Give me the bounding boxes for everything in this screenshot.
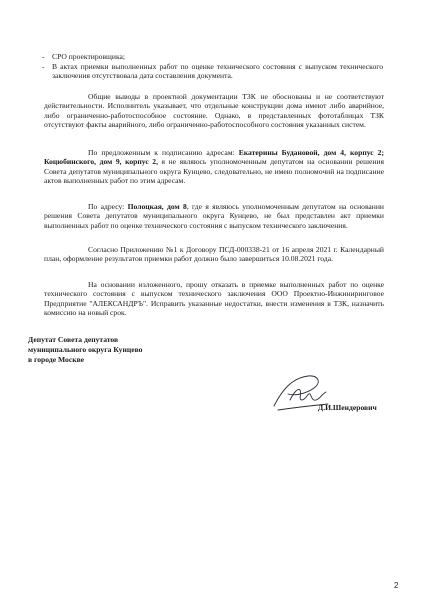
bullet-marker: - — [42, 52, 45, 61]
signer-title-line-3: в городе Москве — [28, 355, 85, 364]
signer-name: Д.И.Шендерович — [318, 403, 377, 412]
bullet-item-2: В актах приемки выполненных работ по оценке технического состояния с выпуском технического заключения отсутствовала дата составления документа. — [52, 62, 383, 81]
paragraph-addresses — [44, 148, 384, 186]
signer-title-line-1: Депутат Совета депутатов — [28, 335, 119, 344]
paragraph-deadline: Согласно Приложению №1 к Договору ПСД-000338-21 от 16 апреля 2021 г. Календарный план, оформление результатов приемки работ должно было завершиться 10.08.2021 года. — [44, 245, 384, 264]
page-number: 2 — [394, 581, 399, 590]
paragraph-polotskaya-bold: Полоцкая, дом 8 — [127, 202, 187, 211]
signer-title-line-2: муниципального округа Кунцево — [28, 345, 143, 354]
paragraph-polotskaya-intro: По адресу: — [88, 202, 128, 211]
paragraph-polotskaya-rest: , где я являюсь уполномоченным депутатом на основании решения Совета депутатов муниципального округа Кунцево, не был представлен акт приемки выполненных работ по оценке технического состояния с выпуском технического заключения. — [44, 202, 384, 230]
paragraph-polotskaya — [44, 202, 384, 230]
bullet-item-1: СРО проектировщика; — [52, 52, 126, 61]
paragraph-addresses-intro: По предложенным к подписанию адресам: — [88, 148, 239, 157]
paragraph-request: На основании изложенного, прошу отказать в приемке выполненных работ по оценке технического состояния с выпуском технического заключения ООО Проектно-Инжиниринговое Предприятие "АЛЕКСАНДРЪ". Исправить указанные недостатки, внести изменения в ТЗК, назначить комиссию на новый срок. — [44, 280, 384, 318]
paragraph-addresses-bold: Екатерины Будановой, дом 4, корпус 2; Коцюбинского, дом 9, корпус 2, — [44, 148, 384, 167]
paragraph-findings: Общие выводы в проектной документации ТЗК не обоснованы и не соответствуют действительности. Исполнитель указывает, что отдельные конструкции дома имеют либо аварийное, либо ограниченно-работоспособное состояние. Однако, в представленных фототаблицах ТЗК отсутствуют факты аварийного, либо ограниченно-работоспособного состояния указанных систем. — [44, 92, 384, 130]
paragraph-addresses-rest: я не являюсь уполномоченным депутатом на основании решения Совета депутатов муниципального округа Кунцево, следовательно, не имею полномочий на подписание актов выполненных работ по этим адресам. — [44, 157, 384, 186]
bullet-marker: - — [42, 62, 45, 71]
